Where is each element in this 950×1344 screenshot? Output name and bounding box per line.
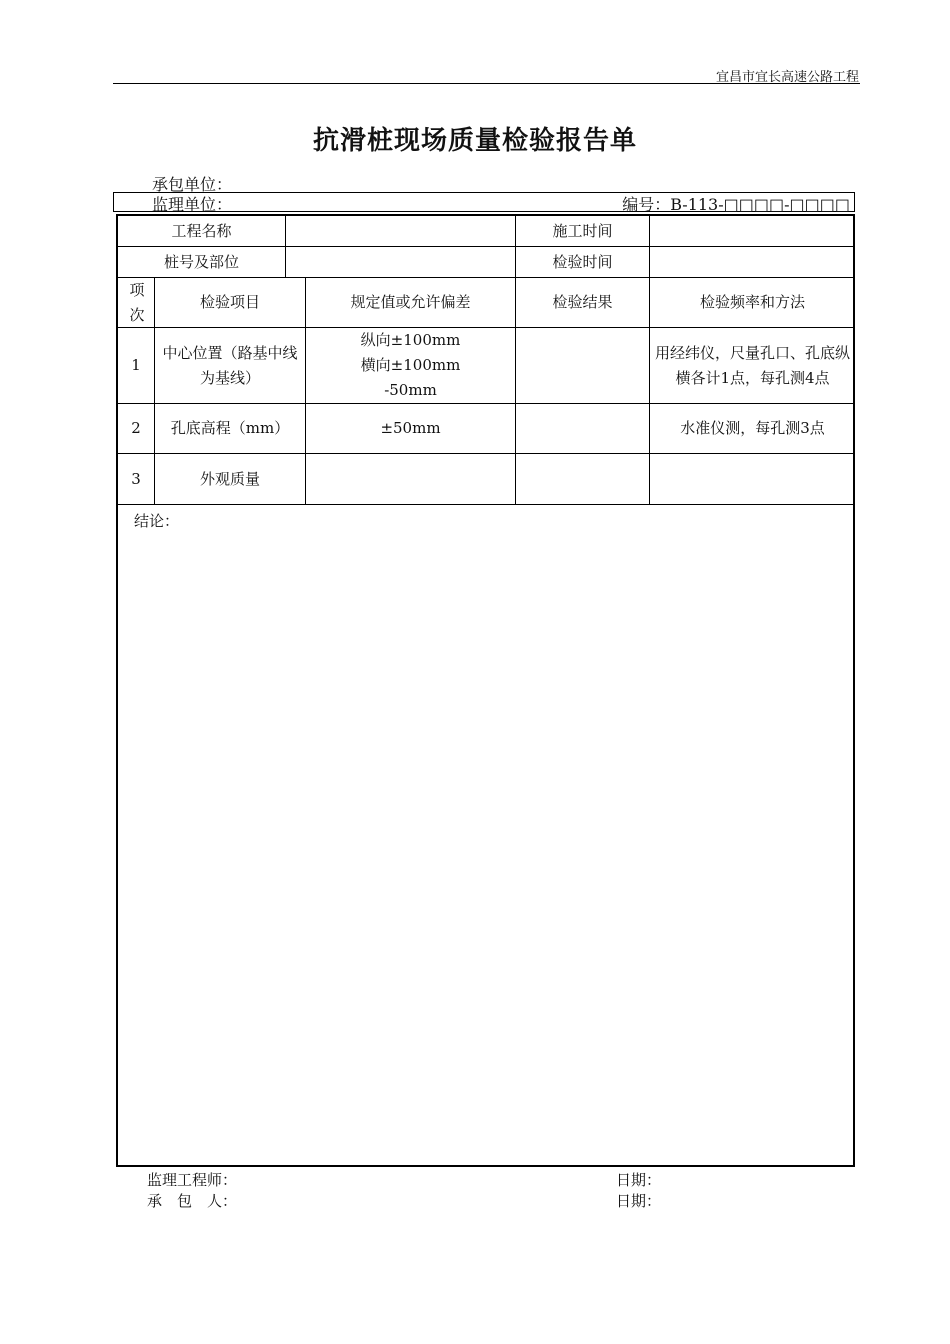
- row-3-no: 3: [131, 469, 141, 488]
- row-1-spec-line: -50mm: [384, 381, 437, 399]
- project-name-field[interactable]: [286, 216, 515, 246]
- row-1-item: 中心位置（路基中线为基线）: [162, 343, 298, 387]
- row-1-spec-line: 纵向±100mm: [360, 331, 461, 349]
- engineer-date-label: 日期：: [616, 1171, 662, 1189]
- engineer-label: 监理工程师：: [147, 1171, 238, 1189]
- row-1-result[interactable]: [516, 328, 649, 403]
- row-3-item: 外观质量: [199, 469, 260, 488]
- form-code: 编号：B-113-□□□□-□□□□: [622, 195, 850, 214]
- table-line: [118, 504, 855, 505]
- row-2-item: 孔底高程（mm）: [170, 419, 290, 437]
- construction-time-field[interactable]: [650, 216, 855, 246]
- contractor-label: 承包单位：: [152, 175, 233, 194]
- row-1-no: 1: [131, 356, 141, 374]
- row-1-spec-line: 横向±100mm: [360, 356, 461, 374]
- project-name-label: 工程名称: [171, 221, 232, 240]
- col-header-item-no: 项次: [129, 280, 145, 324]
- col-header-result: 检验结果: [552, 293, 613, 311]
- col-header-item: 检验项目: [199, 293, 260, 311]
- header-project: 宜昌市宜长高速公路工程: [715, 70, 859, 85]
- contractor-date-label: 日期：: [616, 1192, 662, 1210]
- col-header-spec: 规定值或允许偏差: [350, 293, 471, 311]
- row-1-method: 用经纬仪，尺量孔口、孔底纵横各计1点，每孔测4点: [654, 343, 850, 387]
- row-1-spec: [306, 328, 515, 403]
- pile-location-label: 桩号及部位: [163, 252, 239, 271]
- pile-location-field[interactable]: [286, 247, 515, 277]
- col-header-method: 检验频率和方法: [699, 293, 805, 311]
- conclusion-area[interactable]: [120, 532, 852, 1162]
- inspection-time-field[interactable]: [650, 247, 855, 277]
- construction-time-label: 施工时间: [552, 221, 613, 240]
- supervisor-label: 监理单位：: [152, 195, 233, 214]
- form-title: 抗滑桩现场质量检验报告单: [312, 126, 637, 156]
- header-rule: [113, 83, 860, 84]
- row-3-spec[interactable]: [306, 454, 515, 504]
- conclusion-label: 结论：: [134, 512, 180, 530]
- row-3-method: [650, 454, 855, 504]
- row-2-result[interactable]: [516, 404, 649, 453]
- row-2-no: 2: [131, 419, 141, 437]
- row-2-method: 水准仪测，每孔测3点: [680, 419, 825, 437]
- row-2-spec: ±50mm: [380, 419, 441, 437]
- row-3-result[interactable]: [516, 454, 649, 504]
- contractor-person-label: 承 包 人：: [147, 1192, 238, 1210]
- inspection-time-label: 检验时间: [552, 252, 613, 271]
